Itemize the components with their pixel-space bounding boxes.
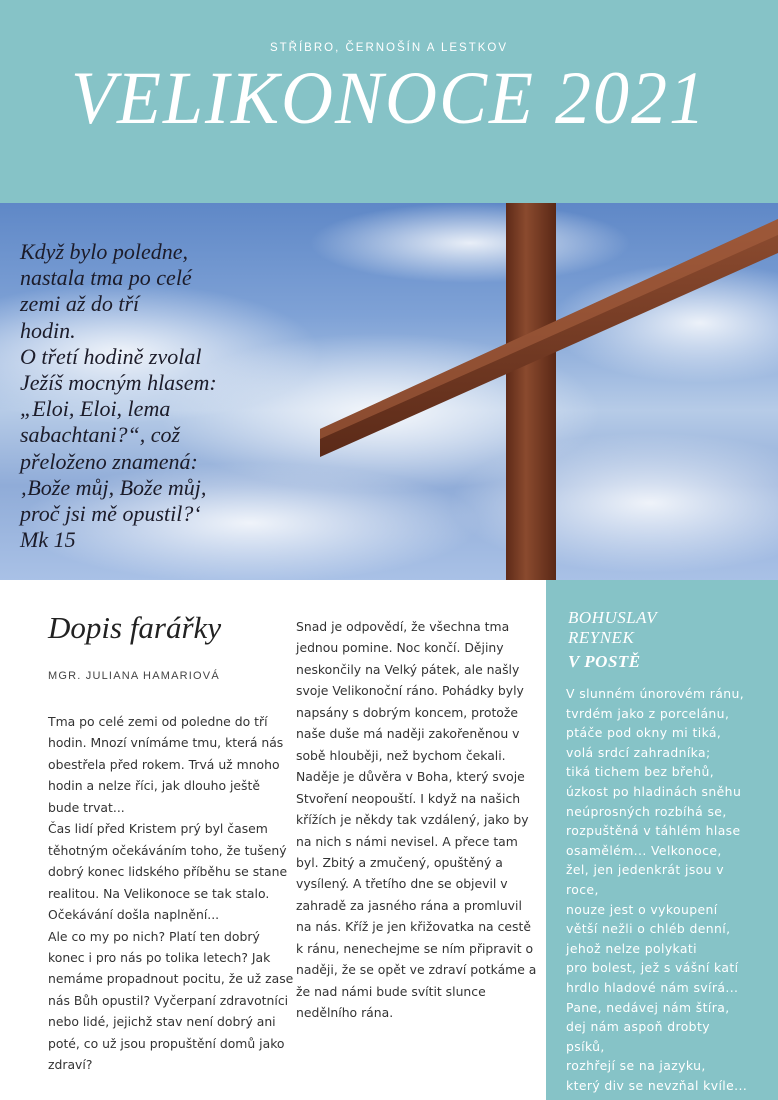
text-line: Čas lidí před Kristem prý byl časem	[48, 821, 268, 837]
text-line: jednou pomine. Noc končí. Dějiny	[296, 640, 504, 656]
text-line: k ránu, nenechejme se ním připravit o	[296, 940, 534, 956]
text-line: nás Bůh opustil? Vyčerpaní zdravotníci	[48, 992, 289, 1008]
text-line: dobrý konec lidského příběhu se stane	[48, 864, 288, 880]
poem-title: V POSTĚ	[568, 652, 641, 671]
letter-column-1	[48, 711, 294, 1076]
quote-line: „Eloi, Eloi, lema	[20, 396, 171, 422]
text-line: nedělního rána.	[296, 1005, 394, 1021]
cloud	[310, 203, 630, 283]
text-line: zahradě za jasného rána a promluvil	[296, 897, 522, 913]
text-line: nemáme propadnout pocitu, že už zase	[48, 971, 294, 987]
quote-line: Když bylo poledne,	[20, 239, 189, 264]
text-line: konec i pro nás po tolika letech? Jak	[48, 949, 271, 965]
hero-image	[0, 203, 778, 580]
letter-column-2	[296, 616, 537, 1024]
poem-text	[566, 684, 766, 1095]
quote-line: sabachtani?“, což	[20, 422, 181, 448]
poem-line: pro bolest, jež s vášní katí	[566, 960, 739, 976]
quote-line: nastala tma po celé	[20, 265, 192, 291]
text-line: neskončily na Velký pátek, ale našly	[296, 661, 520, 677]
cross-vertical-beam	[506, 203, 556, 580]
quote-line: hodin.	[20, 317, 76, 343]
poem-line: psíků,	[566, 1038, 605, 1054]
text-line: sobě hlouběji, než bychom čekali.	[296, 747, 506, 763]
text-line: svoje Velikonoční ráno. Pohádky byly	[296, 683, 524, 699]
poem-line: dej nám aspoň drobty	[566, 1019, 710, 1035]
poem-line: V slunném únorovém ránu,	[566, 686, 745, 701]
poem-line: volá srdcí zahradníka;	[566, 744, 711, 760]
poem-author-line: REYNEK	[568, 628, 635, 647]
text-line: Stvoření neopouští. I když na našich	[296, 790, 521, 806]
letter-heading: Dopis farářky	[48, 610, 222, 645]
poem-line: roce,	[566, 881, 599, 897]
poem-line: jehož nelze polykati	[566, 940, 697, 956]
text-line: vysílený. A třetího dne se objevil v	[296, 876, 508, 892]
text-line: na nás. Kříž je jen křižovatka na cestě	[296, 919, 531, 935]
poem-line: tiká tichem bez břehů,	[566, 764, 715, 780]
text-line: obestřela před rokem. Trvá už mnoho	[48, 756, 280, 772]
text-line: hodin. Mnozí vnímáme tmu, která nás	[48, 735, 284, 751]
quote-line: O třetí hodině zvolal	[20, 343, 202, 369]
text-line: na nich s námi nevisel. A přece tam	[296, 833, 518, 849]
poem-line: větší nežli o chléb denní,	[566, 921, 731, 937]
poem-line: rozhřejí se na jazyku,	[566, 1058, 706, 1074]
poem-line: neúprosných rozbíhá se,	[566, 803, 727, 819]
poem-author-line: BOHUSLAV	[568, 608, 658, 627]
text-line: nebo lidé, jejichž stav není dobrý ani	[48, 1014, 276, 1030]
masthead-kicker: STŘÍBRO, ČERNOŠÍN A LESTKOV	[269, 42, 509, 54]
poem-line: který div se nevzňal kvíle...	[566, 1077, 748, 1093]
quote-reference: Mk 15	[20, 527, 76, 553]
quote-line: přeloženo znamená:	[20, 448, 198, 474]
text-line: napsány s dobrým koncem, protože	[296, 704, 519, 720]
text-line: Tma po celé zemi od poledne do tří	[48, 714, 268, 729]
text-line: byl. Zbitý a zmučený, opuštěný a	[296, 854, 503, 870]
text-line: hodin a nelze říci, jak dlouho ještě	[48, 778, 260, 794]
masthead	[0, 0, 778, 203]
masthead-title: VELIKONOCE 2021	[70, 56, 708, 140]
letter-author: MGR. JULIANA HAMARIOVÁ	[48, 670, 220, 682]
text-line: že nad námi bude svítit slunce	[296, 983, 486, 999]
poem-line: rozpuštěná v táhlém hlase	[566, 823, 741, 839]
poem-line: osamělém... Velkonoce,	[566, 842, 722, 858]
text-line: naději, že se opět ve zdraví potkáme a	[296, 962, 537, 978]
text-line: bude trvat...	[48, 799, 125, 815]
text-line: těhotným očekáváním toho, že tušený	[48, 842, 287, 858]
text-line: zdraví?	[48, 1057, 93, 1073]
poem-author	[568, 608, 657, 648]
text-line: Snad je odpovědí, že všechna tma	[296, 619, 510, 634]
poem-line: úzkost po hladinách sněhu	[566, 783, 742, 799]
text-line: realitou. Na Velikonoce se tak stalo.	[48, 885, 270, 901]
text-line: Naděje je důvěra v Boha, který svoje	[296, 769, 525, 785]
text-line: Očekávání došla naplnění...	[48, 907, 220, 923]
quote-line: proč jsi mě opustil?‘	[20, 501, 201, 527]
poem-line: tvrdém jako z porcelánu,	[566, 705, 730, 721]
poem-line: hrdlo hladové nám svírá...	[566, 979, 739, 995]
bible-quote	[20, 239, 320, 553]
quote-line: zemi až do tří	[20, 291, 140, 317]
quote-line: ‚Bože můj, Bože můj,	[20, 474, 207, 500]
text-line: poté, co už jsou propuštění domů jako	[48, 1035, 285, 1051]
quote-line: Ježíš mocným hlasem:	[20, 370, 217, 396]
poem-sidebar	[546, 580, 778, 1100]
letter-header	[48, 612, 288, 682]
poem-line: žel, jen jedenkrát jsou v	[566, 862, 724, 878]
poem-line: nouze jest o vykoupení	[566, 901, 718, 917]
poem-line: Pane, nedávej nám štíra,	[566, 999, 730, 1015]
text-line: křížích je někdy tak vzdálený, jako by	[296, 812, 529, 828]
text-line: Ale co my po nich? Platí ten dobrý	[48, 928, 260, 944]
poem-line: ptáče pod okny mi tiká,	[566, 725, 722, 741]
text-line: naše duše má naději zakořeněnou v	[296, 726, 520, 742]
